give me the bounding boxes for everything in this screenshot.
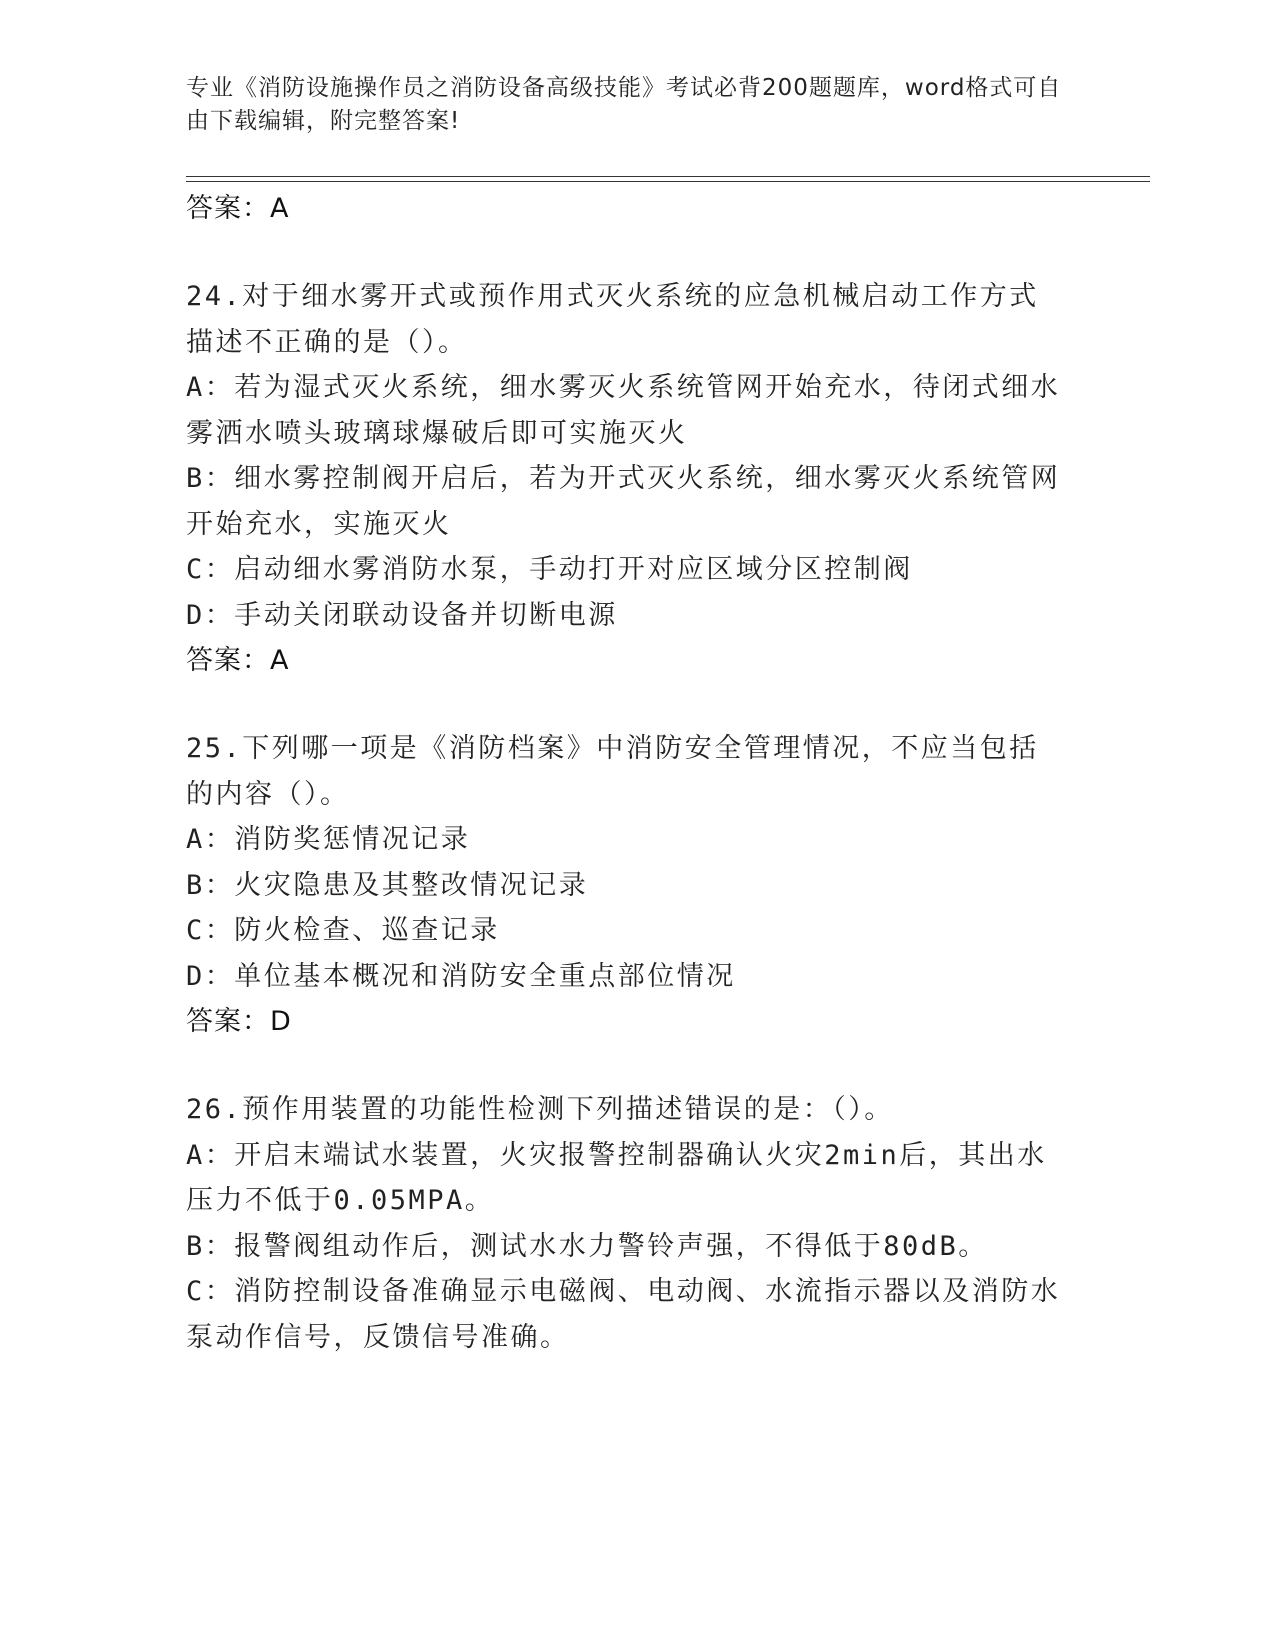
- header-divider: [186, 176, 1150, 182]
- option-b: B：细水雾控制阀开启后，若为开式灭火系统，细水雾灭火系统管网开始充水，实施灭火: [186, 463, 1061, 540]
- option-c: C：防火检查、巡查记录: [186, 915, 500, 946]
- option-a: A：开启末端试水装置，火灾报警控制器确认火灾2min后，其出水压力不低于0.05MPA。: [186, 1139, 1047, 1216]
- question-stem: 24.对于细水雾开式或预作用式灭火系统的应急机械启动工作方式描述不正确的是（）。: [186, 281, 1039, 358]
- option-c: C：消防控制设备准确显示电磁阀、电动阀、水流指示器以及消防水泵动作信号，反馈信号准确。: [186, 1276, 1061, 1353]
- question-25: [186, 726, 1066, 1045]
- option-c: C：启动细水雾消防水泵，手动打开对应区域分区控制阀: [186, 554, 913, 585]
- option-d: D：单位基本概况和消防安全重点部位情况: [186, 960, 736, 992]
- option-a: A：消防奖惩情况记录: [186, 824, 471, 855]
- question-24: [186, 274, 1066, 684]
- option-a: A：若为湿式灭火系统，细水雾灭火系统管网开始充水，待闭式细水雾洒水喷头玻璃球爆破后即可实施灭火: [186, 372, 1061, 449]
- page-header: [186, 72, 1066, 138]
- question-stem: 25.下列哪一项是《消防档案》中消防安全管理情况，不应当包括的内容（）。: [186, 733, 1039, 810]
- answer-line: 答案：D: [186, 1006, 292, 1037]
- question-26: [186, 1087, 1066, 1360]
- answer-line-prev: 答案：A: [186, 193, 290, 224]
- question-stem: 26.预作用装置的功能性检测下列描述错误的是：（）。: [186, 1094, 894, 1125]
- answer-line: 答案：A: [186, 645, 290, 676]
- option-b: B：火灾隐患及其整改情况记录: [186, 869, 589, 901]
- option-b: B：报警阀组动作后，测试水水力警铃声强，不得低于80dB。: [186, 1230, 988, 1262]
- page-content: [186, 186, 1066, 1360]
- option-d: D：手动关闭联动设备并切断电源: [186, 599, 618, 631]
- header-title: 专业《消防设施操作员之消防设备高级技能》考试必背200题题库，word格式可自由下载编辑，附完整答案!: [186, 75, 1062, 134]
